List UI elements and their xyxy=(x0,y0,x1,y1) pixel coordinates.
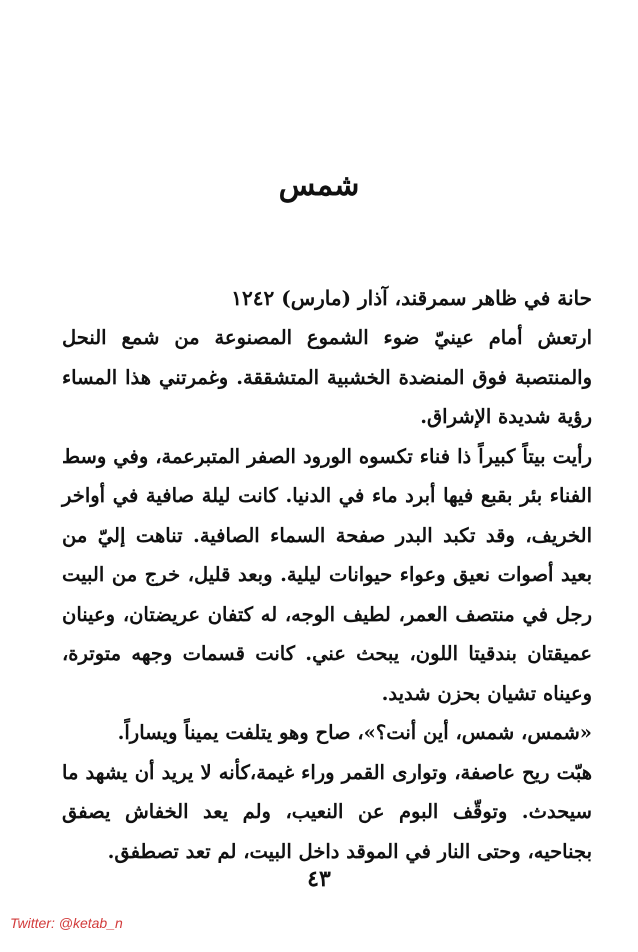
paragraph-4: هبّت ريح عاصفة، وتوارى القمر وراء غيمة،كأنه لا يريد أن يشهد ما سيحدث. وتوقّف البوم عن النعيب، ولم يعد الخفاش يصفق بجناحيه، وحتى النار في الموقد داخل البيت، لم تعد تصطفق. xyxy=(62,760,592,863)
page-body xyxy=(62,278,592,871)
watermark: Twitter: @ketab_n xyxy=(10,915,123,931)
section-heading: حانة في ظاهر سمرقند، آذار (مارس) ١٢٤٢ xyxy=(231,286,592,310)
page-number: ٤٣ xyxy=(307,866,331,892)
paragraph-1: ارتعش أمام عينيّ ضوء الشموع المصنوعة من شمع النحل والمنتصبة فوق المنضدة الخشبية المتشققة. وغمرتني هذا المساء رؤية شديدة الإشراق. xyxy=(62,326,592,428)
paragraph-2: رأيت بيتاً كبيراً ذا فناء تكسوه الورود الصفر المتبرعمة، وفي وسط الفناء بئر بقبع فيها أبرد ماء في الدنيا. كانت ليلة صافية في أواخر الخريف، وقد تكبد البدر صفحة السماء الصافية. تناهت إليّ من بعيد أصوات نعيق وعواء حيوانات ليلية. وبعد قليل، خرج من البيت رجل في منتصف العمر، لطيف الوجه، له كتفان عريضتان، وعينان عميقتان بندقيتا اللون، يبحث عني. كانت قسمات وجهه متوترة، وعيناه تشيان بحزن شديد. xyxy=(62,444,592,705)
chapter-title: شمس xyxy=(278,168,360,203)
paragraph-3: «شمس، شمس، أين أنت؟»، صاح وهو يتلفت يميناً ويساراً. xyxy=(117,721,592,744)
